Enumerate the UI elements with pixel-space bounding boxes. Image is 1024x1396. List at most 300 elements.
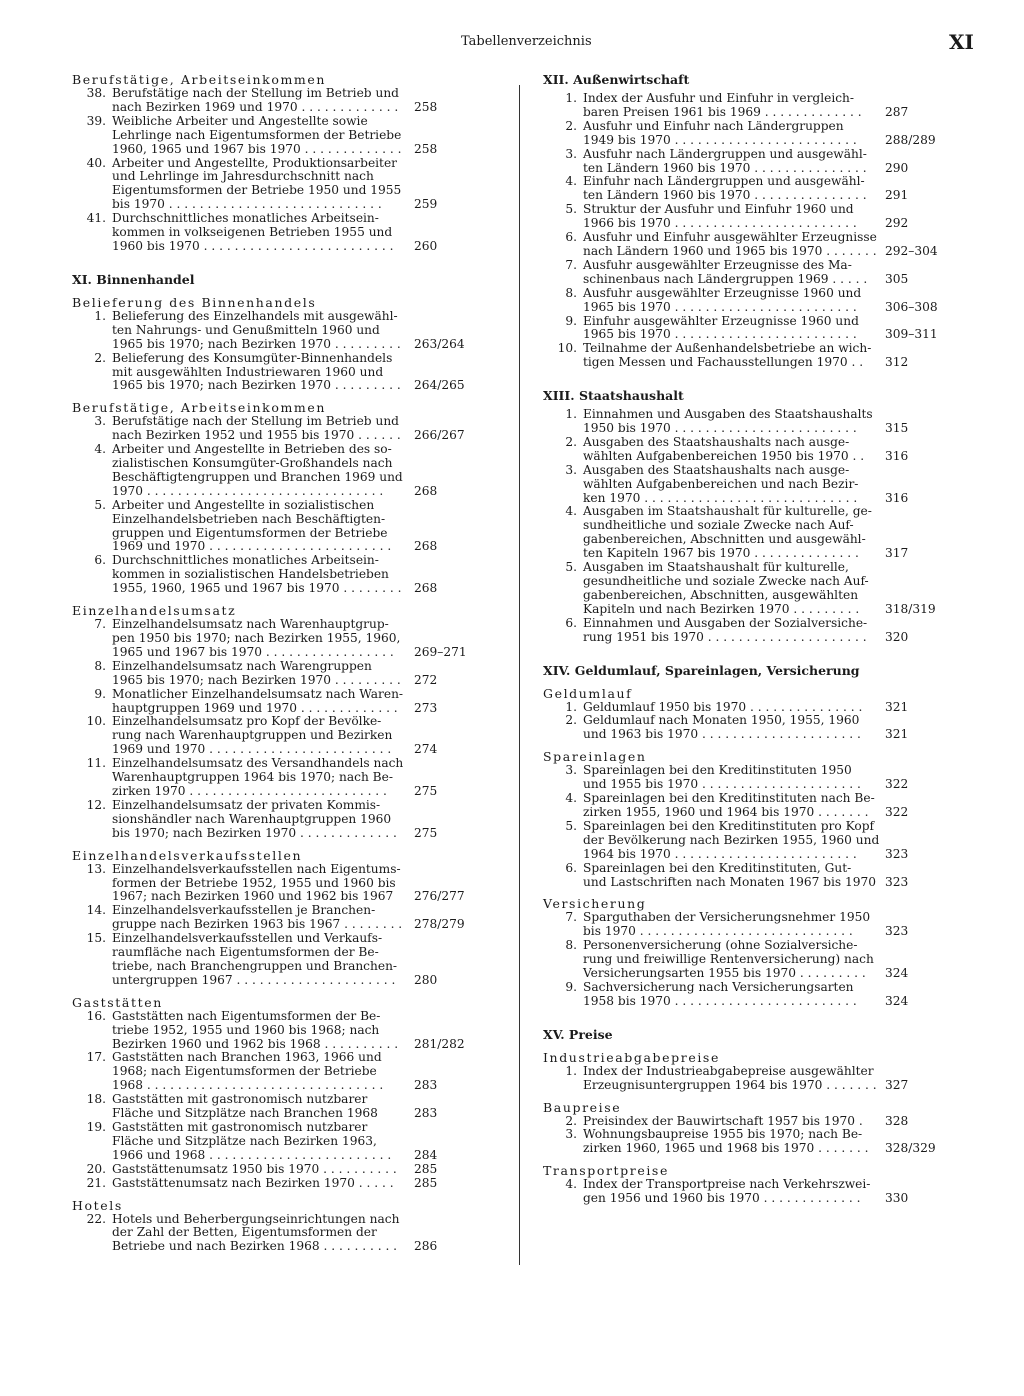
entry-number: 39.: [86, 113, 106, 128]
entry-title: [112, 554, 430, 596]
entry-number: 6.: [565, 230, 577, 245]
entry-title: [583, 92, 901, 120]
toc-entry[interactable]: [543, 120, 943, 148]
toc-entry[interactable]: [543, 175, 943, 203]
entry-title: [583, 408, 901, 436]
entry-title-line: Einnahmen und Ausgaben der Sozialversiche-: [583, 615, 868, 630]
entry-page-number: 281/282: [414, 1036, 465, 1051]
entry-title-line: zirken 1955, 1960 und 1964 bis 1970 . . . . . . .: [583, 804, 869, 819]
entry-number: 10.: [86, 714, 106, 729]
entry-title-line: 1950 bis 1970 . . . . . . . . . . . . . . . . . . . . . . . .: [583, 421, 857, 436]
entry-title-line: 1970 . . . . . . . . . . . . . . . . . . . . . . . . . . . . . . .: [112, 483, 384, 498]
toc-entry[interactable]: [72, 715, 472, 757]
entry-title: [112, 310, 430, 352]
entry-page-number: 324: [885, 993, 909, 1008]
subsection-heading: Industrieabgabepreise: [543, 1049, 720, 1065]
entry-title-line: Gaststättenumsatz nach Bezirken 1970 . . . . .: [112, 1175, 394, 1190]
entry-number: 2.: [565, 118, 577, 133]
toc-entry[interactable]: [543, 617, 943, 645]
entry-number: 8.: [94, 658, 106, 673]
toc-entry[interactable]: [543, 315, 943, 343]
entry-page-number: 305: [885, 271, 909, 286]
entry-number: 20.: [86, 1161, 106, 1176]
entry-title-line: Kapiteln und nach Bezirken 1970 . . . . . . . . .: [583, 601, 860, 616]
entry-number: 2.: [94, 350, 106, 365]
entry-number: 14.: [86, 903, 106, 918]
entry-title: [112, 1213, 430, 1255]
toc-entry[interactable]: [72, 415, 472, 443]
entry-title-line: Index der Ausfuhr und Einfuhr in vergleich-: [583, 91, 855, 105]
entry-title: [112, 932, 430, 988]
entry-page-number: 291: [885, 188, 909, 203]
toc-entry[interactable]: [543, 862, 943, 890]
entry-title-line: nach Ländern 1960 und 1965 bis 1970 . . . . . . .: [583, 243, 877, 258]
entry-title-line: Index der Transportpreise nach Verkehrszwei-: [583, 1177, 871, 1192]
toc-entry[interactable]: [72, 554, 472, 596]
entry-title-line: Spareinlagen bei den Kreditinstituten pro Kopf: [583, 818, 875, 833]
toc-entry[interactable]: [543, 505, 943, 561]
toc-entry[interactable]: [72, 863, 472, 905]
toc-entry[interactable]: [543, 464, 943, 506]
entry-title-line: der Zahl der Betten, Eigentumsformen der: [112, 1225, 377, 1240]
entry-title-line: 1965 bis 1970; nach Bezirken 1970 . . . . . . . . .: [112, 336, 401, 351]
entry-title-line: Berufstätige nach der Stellung im Betrieb und: [112, 86, 399, 100]
entry-page-number: 269–271: [414, 644, 467, 659]
entry-number: 11.: [86, 756, 106, 771]
entry-number: 21.: [86, 1175, 106, 1190]
entry-title-line: Durchschnittliches monatliches Arbeitsein-: [112, 211, 379, 226]
entry-title-line: triebe, nach Branchengruppen und Branchen-: [112, 958, 398, 973]
entry-page-number: 286: [414, 1239, 438, 1254]
toc-entry[interactable]: [72, 1213, 472, 1255]
entry-title-line: Arbeiter und Angestellte in sozialistischen: [112, 497, 375, 512]
entry-number: 38.: [86, 86, 106, 100]
entry-title: [112, 1093, 430, 1121]
entry-page-number: 324: [885, 966, 909, 981]
toc-entry[interactable]: [72, 212, 472, 254]
toc-entry[interactable]: [543, 1115, 943, 1129]
entry-title-line: zialistischen Konsumgüter-Großhandels nach: [112, 456, 393, 471]
entry-page-number: 264/265: [414, 378, 465, 393]
entry-title-line: sionshändler nach Warenhauptgruppen 1960: [112, 811, 392, 826]
entry-title-line: 1965 und 1967 bis 1970 . . . . . . . . . . . . . . . . .: [112, 644, 394, 659]
entry-page-number: 284: [414, 1147, 438, 1162]
entry-title: [583, 792, 901, 820]
toc-entry[interactable]: [72, 1010, 472, 1052]
page-number: XI: [949, 30, 974, 54]
toc-entry[interactable]: [543, 1128, 943, 1156]
toc-entry[interactable]: [72, 688, 472, 716]
toc-entry[interactable]: [543, 764, 943, 792]
entry-title-line: Index der Industrieabgabepreise ausgewählter: [583, 1063, 874, 1078]
entry-title: [583, 436, 901, 464]
entry-page-number: 276/277: [414, 889, 465, 904]
entry-page-number: 321: [885, 727, 909, 742]
entry-title-line: Gaststätten nach Branchen 1963, 1966 und: [112, 1050, 382, 1065]
toc-entry[interactable]: [543, 911, 943, 939]
entry-number: 12.: [86, 797, 106, 812]
entry-title-line: und 1955 bis 1970 . . . . . . . . . . . . . . . . . . . . .: [583, 777, 861, 792]
entry-number: 7.: [565, 257, 577, 272]
entry-title: [112, 618, 430, 660]
entry-title-line: ten Kapiteln 1967 bis 1970 . . . . . . . . . . . . . .: [583, 546, 859, 561]
entry-page-number: 323: [885, 924, 909, 939]
subsection-heading: Geldumlauf: [543, 685, 633, 701]
entry-page-number: 272: [414, 672, 438, 687]
entry-page-number: 273: [414, 700, 438, 715]
entry-title-line: gabenbereichen, Abschnitten und ausgewähl-: [583, 532, 866, 547]
entry-title-line: schinenbaus nach Ländergruppen 1969 . . . . .: [583, 271, 868, 286]
entry-title: [112, 1121, 430, 1163]
entry-title-line: tigen Messen und Fachausstellungen 1970 . .: [583, 355, 864, 370]
entry-page-number: 323: [885, 874, 909, 889]
entry-number: 9.: [565, 313, 577, 328]
toc-entry[interactable]: [543, 1178, 943, 1206]
entry-title: [112, 660, 430, 688]
entry-page-number: 321: [885, 699, 909, 714]
entry-title: [583, 175, 901, 203]
entry-title: [583, 148, 901, 176]
entry-title-line: 1965 bis 1970 . . . . . . . . . . . . . . . . . . . . . . . .: [583, 299, 857, 314]
entry-title-line: 1968; nach Eigentumsformen der Betriebe: [112, 1064, 377, 1079]
subsection-heading: Spareinlagen: [543, 749, 647, 765]
entry-page-number: 274: [414, 742, 438, 757]
toc-entry[interactable]: [543, 287, 943, 315]
entry-title-line: Einfuhr ausgewählter Erzeugnisse 1960 und: [583, 313, 859, 328]
entry-title-line: zirken 1960, 1965 und 1968 bis 1970 . . . . . . .: [583, 1141, 869, 1156]
entry-title-line: Beschäftigtengruppen und Branchen 1969 und: [112, 469, 403, 484]
toc-entry[interactable]: [72, 157, 472, 213]
entry-number: 1.: [565, 699, 577, 714]
entry-page-number: 328: [885, 1113, 909, 1128]
entry-page-number: 285: [414, 1175, 438, 1190]
toc-entry[interactable]: [72, 1163, 472, 1177]
toc-entry[interactable]: [543, 792, 943, 820]
entry-title: [583, 939, 901, 981]
entry-title-line: Einzelhandelsbetrieben nach Beschäftigten-: [112, 511, 386, 526]
entry-title-line: Ausgaben im Staatshaushalt für kulturelle, ge-: [583, 504, 872, 519]
entry-page-number: 285: [414, 1161, 438, 1176]
entry-title-line: 1969 und 1970 . . . . . . . . . . . . . . . . . . . . . . . .: [112, 539, 392, 554]
entry-title-line: gen 1956 und 1960 bis 1970 . . . . . . . . . . . . .: [583, 1191, 861, 1206]
entry-title: [583, 203, 901, 231]
entry-title-line: mit ausgewählten Industriewaren 1960 und: [112, 364, 384, 379]
entry-page-number: 292: [885, 216, 909, 231]
entry-number: 1.: [565, 91, 577, 105]
entry-title-line: Ausfuhr ausgewählter Erzeugnisse 1960 und: [583, 285, 862, 300]
entry-title: [112, 352, 430, 394]
toc-entry[interactable]: [72, 618, 472, 660]
entry-title-line: Einzelhandelsverkaufsstellen nach Eigentums-: [112, 861, 401, 876]
entry-title-line: kommen in sozialistischen Handelsbetrieben: [112, 567, 389, 582]
entry-number: 22.: [86, 1211, 106, 1226]
entry-number: 4.: [565, 174, 577, 189]
entry-page-number: 268: [414, 483, 438, 498]
entry-title-line: Hotels und Beherbergungseinrichtungen nach: [112, 1211, 400, 1226]
section-heading: XI. Binnenhandel: [72, 271, 195, 287]
toc-entry[interactable]: [72, 443, 472, 499]
toc-entry[interactable]: [72, 1177, 472, 1191]
entry-title: [112, 415, 430, 443]
entry-title-line: Belieferung des Konsumgüter-Binnenhandels: [112, 350, 393, 365]
toc-entry[interactable]: [543, 148, 943, 176]
entry-page-number: 306–308: [885, 299, 938, 314]
entry-title-line: Betriebe und nach Bezirken 1968 . . . . . . . . . .: [112, 1239, 398, 1254]
entry-title-line: Arbeiter und Angestellte in Betrieben des so-: [112, 442, 392, 457]
section-heading: XIV. Geldumlauf, Spareinlagen, Versicherung: [543, 662, 860, 678]
toc-entry[interactable]: [543, 820, 943, 862]
entry-title-line: Einzelhandelsumsatz nach Warenhauptgrup-: [112, 617, 389, 632]
entry-number: 1.: [94, 308, 106, 323]
entry-page-number: 258: [414, 99, 438, 114]
entry-number: 3.: [565, 763, 577, 778]
entry-title: [112, 157, 430, 213]
entry-title-line: 1966 bis 1970 . . . . . . . . . . . . . . . . . . . . . . . .: [583, 216, 857, 231]
entry-title: [112, 212, 430, 254]
subsection-heading: Berufstätige, Arbeitseinkommen: [72, 72, 327, 87]
left-column: [72, 72, 472, 1254]
entry-title-line: Wohnungsbaupreise 1955 bis 1970; nach Be-: [583, 1127, 863, 1142]
toc-entry[interactable]: [543, 259, 943, 287]
toc-entry[interactable]: [72, 499, 472, 555]
entry-title: [583, 464, 901, 506]
entry-title-line: gruppen und Eigentumsformen der Betriebe: [112, 525, 388, 540]
entry-title-line: rung 1951 bis 1970 . . . . . . . . . . . . . . . . . . . . .: [583, 629, 867, 644]
entry-title-line: Belieferung des Einzelhandels mit ausgewähl-: [112, 308, 398, 323]
entry-title-line: kommen in volkseigenen Betrieben 1955 und: [112, 225, 393, 240]
entry-title: [583, 911, 901, 939]
entry-title-line: Einzelhandelsverkaufsstellen und Verkaufs-: [112, 931, 383, 946]
entry-page-number: 316: [885, 490, 909, 505]
toc-entry[interactable]: [543, 981, 943, 1009]
entry-page-number: 328/329: [885, 1141, 936, 1156]
entry-title-line: Ausfuhr und Einfuhr ausgewählter Erzeugnisse: [583, 230, 877, 245]
entry-title-line: Ausgaben im Staatshaushalt für kulturelle,: [583, 560, 849, 575]
toc-entry[interactable]: [72, 757, 472, 799]
entry-title-line: untergruppen 1967 . . . . . . . . . . . . . . . . . . . . .: [112, 972, 396, 987]
toc-entry[interactable]: [543, 408, 943, 436]
entry-page-number: 266/267: [414, 428, 465, 443]
entry-number: 17.: [86, 1050, 106, 1065]
entry-title-line: Spareinlagen bei den Kreditinstituten, Gut-: [583, 860, 852, 875]
entry-title-line: Struktur der Ausfuhr und Einfuhr 1960 und: [583, 202, 854, 217]
toc-entry[interactable]: [72, 660, 472, 688]
toc-entry[interactable]: [72, 87, 472, 115]
entry-page-number: 258: [414, 141, 438, 156]
entry-title-line: Erzeugnisuntergruppen 1964 bis 1970 . . . . . . .: [583, 1077, 877, 1092]
toc-entry[interactable]: [72, 352, 472, 394]
entry-title-line: Versicherungsarten 1955 bis 1970 . . . . . . . . .: [583, 966, 866, 981]
entry-number: 19.: [86, 1120, 106, 1134]
entry-page-number: 288/289: [885, 132, 936, 147]
entry-page-number: 330: [885, 1191, 909, 1206]
entry-title-line: Einzelhandelsumsatz pro Kopf der Bevölke-: [112, 714, 382, 729]
running-header-title: Tabellenverzeichnis: [461, 34, 592, 49]
entry-title-line: Einzelhandelsumsatz der privaten Kommis-: [112, 797, 381, 812]
toc-entry[interactable]: [543, 701, 943, 715]
entry-page-number: 260: [414, 238, 438, 253]
entry-title-line: Einnahmen und Ausgaben des Staatshaushalts: [583, 407, 873, 422]
section-heading: XIII. Staatshaushalt: [543, 388, 684, 404]
entry-number: 4.: [565, 1177, 577, 1192]
toc-entry[interactable]: [543, 436, 943, 464]
entry-page-number: 327: [885, 1077, 909, 1092]
entry-title: [583, 505, 901, 561]
toc-entry[interactable]: [543, 231, 943, 259]
entry-title-line: Fläche und Sitzplätze nach Branchen 1968: [112, 1106, 378, 1121]
entry-title-line: Einzelhandelsverkaufsstellen je Branchen-: [112, 903, 376, 918]
entry-title-line: gabenbereichen, Abschnitten, ausgewählten: [583, 587, 859, 602]
subsection-heading: Einzelhandelsverkaufsstellen: [72, 847, 303, 863]
entry-title: [583, 1128, 901, 1156]
entry-title-line: und 1963 bis 1970 . . . . . . . . . . . . . . . . . . . . .: [583, 727, 861, 742]
entry-page-number: 312: [885, 355, 909, 370]
entry-title-line: Einfuhr nach Ländergruppen und ausgewähl-: [583, 174, 865, 189]
entry-title-line: zirken 1970 . . . . . . . . . . . . . . . . . . . . . . . . . .: [112, 783, 387, 798]
entry-page-number: 280: [414, 972, 438, 987]
subsection-heading: Hotels: [72, 1197, 123, 1213]
entry-title-line: der Bevölkerung nach Bezirken 1955, 1960 und: [583, 832, 880, 847]
entry-page-number: 287: [885, 104, 909, 119]
entry-number: 3.: [565, 1127, 577, 1142]
entry-title-line: 1966 und 1968 . . . . . . . . . . . . . . . . . . . . . . . .: [112, 1147, 392, 1162]
entry-number: 6.: [94, 553, 106, 568]
toc-entry[interactable]: [543, 561, 943, 617]
column-divider: [519, 85, 520, 1265]
entry-title-line: ten Ländern 1960 bis 1970 . . . . . . . . . . . . . . .: [583, 160, 867, 175]
entry-title-line: Ausfuhr und Einfuhr nach Ländergruppen: [583, 118, 844, 133]
entry-page-number: 322: [885, 804, 909, 819]
entry-title-line: und Lehrlinge im Jahresdurchschnitt nach: [112, 169, 374, 184]
entry-title-line: triebe 1952, 1955 und 1960 bis 1968; nach: [112, 1022, 380, 1037]
entry-title: [583, 1178, 901, 1206]
entry-title-line: 1964 bis 1970 . . . . . . . . . . . . . . . . . . . . . . . .: [583, 846, 857, 861]
entry-title-line: Personenversicherung (ohne Sozialversiche-: [583, 938, 858, 953]
entry-page-number: 263/264: [414, 336, 465, 351]
entry-title: [583, 342, 901, 370]
entry-number: 41.: [86, 211, 106, 226]
entry-page-number: 275: [414, 783, 438, 798]
entry-title-line: bis 1970 . . . . . . . . . . . . . . . . . . . . . . . . . . . .: [583, 924, 853, 939]
entry-page-number: 275: [414, 825, 438, 840]
entry-number: 2.: [565, 713, 577, 728]
entry-title: [583, 617, 901, 645]
entry-title-line: pen 1950 bis 1970; nach Bezirken 1955, 1960,: [112, 631, 401, 645]
entry-title-line: sundheitliche und soziale Zwecke nach Auf-: [583, 518, 854, 533]
entry-number: 9.: [565, 979, 577, 994]
toc-entry[interactable]: [72, 310, 472, 352]
toc-entry[interactable]: [543, 203, 943, 231]
entry-title: [583, 259, 901, 287]
entry-page-number: 283: [414, 1078, 438, 1093]
toc-entry[interactable]: [72, 1093, 472, 1121]
section-heading: XV. Preise: [543, 1026, 613, 1042]
toc-entry[interactable]: [543, 939, 943, 981]
entry-title-line: wählten Aufgabenbereichen und nach Bezir-: [583, 476, 859, 491]
subsection-heading: Transportpreise: [543, 1163, 669, 1179]
entry-number: 18.: [86, 1092, 106, 1107]
entry-title-line: Geldumlauf nach Monaten 1950, 1955, 1960: [583, 713, 860, 728]
subsection-heading: Belieferung des Binnenhandels: [72, 294, 317, 310]
entry-page-number: 283: [414, 1106, 438, 1121]
entry-title-line: nach Bezirken 1952 und 1955 bis 1970 . . . . . .: [112, 428, 401, 443]
entry-title: [583, 315, 901, 343]
entry-title-line: 1958 bis 1970 . . . . . . . . . . . . . . . . . . . . . . . .: [583, 993, 857, 1008]
entry-number: 4.: [565, 791, 577, 806]
entry-title-line: Spareinlagen bei den Kreditinstituten 1950: [583, 763, 852, 778]
entry-page-number: 315: [885, 421, 909, 436]
entry-title-line: 1965 bis 1970; nach Bezirken 1970 . . . . . . . . .: [112, 378, 401, 393]
entry-number: 1.: [565, 1063, 577, 1078]
toc-entry[interactable]: [72, 1121, 472, 1163]
entry-page-number: 317: [885, 546, 909, 561]
toc-entry[interactable]: [72, 799, 472, 841]
entry-title-line: formen der Betriebe 1952, 1955 und 1960 bis: [112, 875, 396, 890]
entry-number: 8.: [565, 938, 577, 953]
toc-entry[interactable]: [72, 932, 472, 988]
entry-title: [112, 499, 430, 555]
entry-title-line: Lehrlinge nach Eigentumsformen der Betriebe: [112, 127, 402, 142]
entry-title: [112, 1051, 430, 1093]
entry-page-number: 278/279: [414, 917, 465, 932]
entry-title: [583, 1065, 901, 1093]
entry-title-line: wählten Aufgabenbereichen 1950 bis 1970 . .: [583, 448, 865, 463]
entry-title-line: Bezirken 1960 und 1962 bis 1968 . . . . . . . . . .: [112, 1036, 399, 1051]
entry-number: 6.: [565, 860, 577, 875]
entry-title-line: 1949 bis 1970 . . . . . . . . . . . . . . . . . . . . . . . .: [583, 132, 857, 147]
subsection-heading: Einzelhandelsumsatz: [72, 603, 237, 619]
entry-title-line: Sachversicherung nach Versicherungsarten: [583, 979, 854, 994]
entry-title: [583, 231, 901, 259]
entry-number: 5.: [565, 818, 577, 833]
entry-number: 5.: [565, 202, 577, 217]
entry-page-number: 320: [885, 629, 909, 644]
entry-title: [583, 820, 901, 862]
entry-title-line: Monatlicher Einzelhandelsumsatz nach Waren-: [112, 686, 404, 701]
entry-title-line: rung und freiwillige Rentenversicherung) nach: [583, 952, 874, 967]
toc-entry[interactable]: [72, 1051, 472, 1093]
entry-title-line: Fläche und Sitzplätze nach Bezirken 1963,: [112, 1133, 377, 1148]
entry-title-line: gesundheitliche und soziale Zwecke nach Auf-: [583, 574, 869, 588]
toc-entry[interactable]: [543, 1065, 943, 1093]
entry-title: [112, 688, 430, 716]
entry-title-line: Teilnahme der Außenhandelsbetriebe an wich-: [583, 341, 872, 356]
entry-number: 9.: [94, 686, 106, 701]
toc-entry[interactable]: [543, 92, 943, 120]
entry-title-line: Weibliche Arbeiter und Angestellte sowie: [112, 113, 368, 128]
entry-title: [112, 1163, 430, 1177]
entry-number: 10.: [557, 341, 577, 356]
toc-entry[interactable]: [72, 115, 472, 157]
entry-title-line: Gaststätten nach Eigentumsformen der Be-: [112, 1008, 381, 1023]
entry-title: [583, 561, 901, 617]
entry-title: [583, 862, 901, 890]
toc-entry[interactable]: [543, 714, 943, 742]
entry-title-line: 1955, 1960, 1965 und 1967 bis 1970 . . . . . . . .: [112, 581, 402, 596]
entry-page-number: 318/319: [885, 601, 936, 616]
entry-title-line: ten Ländern 1960 bis 1970 . . . . . . . . . . . . . . .: [583, 188, 867, 203]
entry-title-line: Durchschnittliches monatliches Arbeitsein-: [112, 553, 379, 568]
right-column: [543, 72, 943, 1206]
subsection-heading: Gaststätten: [72, 994, 163, 1010]
toc-entry[interactable]: [543, 342, 943, 370]
toc-entry[interactable]: [72, 904, 472, 932]
entry-title: [583, 120, 901, 148]
entry-page-number: 259: [414, 197, 438, 212]
entry-title: [112, 115, 430, 157]
entry-title-line: ten Nahrungs- und Genußmitteln 1960 und: [112, 322, 380, 337]
entry-number: 7.: [94, 617, 106, 632]
